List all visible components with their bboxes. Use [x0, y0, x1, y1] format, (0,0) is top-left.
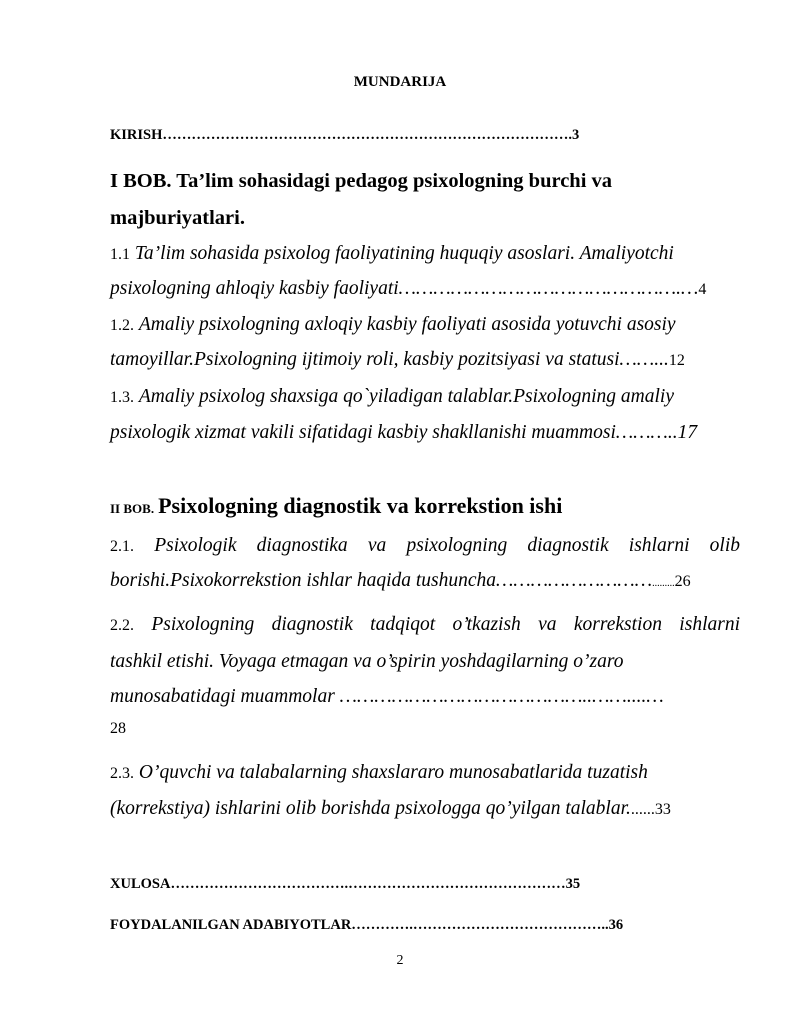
toc-entry-1-1-line1[interactable]	[110, 243, 674, 265]
toc-entry-kirish[interactable]	[110, 127, 579, 144]
toc-entry-references[interactable]	[110, 917, 623, 934]
toc-page: 17	[677, 422, 698, 443]
toc-page: 36	[608, 917, 624, 933]
section-text: (korrekstiya) ishlarini olib borishda psixologga qo’yilgan talablar.	[110, 798, 631, 819]
toc-entry-1-2-line1[interactable]	[110, 314, 676, 336]
toc-leader: .........	[652, 578, 675, 589]
section-number: 2.1.	[110, 538, 134, 555]
chapter1-title-line1: I BOB. Ta’lim sohasidagi pedagog psixologning burchi va	[110, 170, 613, 192]
toc-entry-2-1-line1[interactable]	[110, 535, 740, 557]
section-text: O’quvchi va talabalarning shaxslararo munosabatlarida tuzatish	[138, 762, 648, 783]
section-text: psixologik xizmat vakili sifatidagi kasbiy shakllanishi muammosi………..	[110, 422, 678, 443]
section-text: Ta’lim sohasida psixolog faoliyatining huquqiy asoslari. Amaliyotchi	[134, 243, 674, 264]
toc-label: FOYDALANILGAN ADABIYOTLAR	[110, 917, 352, 933]
toc-entry-xulosa[interactable]	[110, 876, 580, 893]
chapter2-title	[110, 493, 562, 519]
section-number: 1.3.	[110, 389, 134, 406]
toc-entry-1-3-line2[interactable]	[110, 422, 697, 444]
toc-entry-2-2-line2[interactable]	[110, 651, 623, 673]
toc-page: 26	[674, 573, 691, 590]
section-number: 1.2.	[110, 317, 134, 334]
section-text: Psixologning diagnostik tadqiqot o’tkazish va korrekstion ishlarni	[151, 614, 740, 635]
section-text: tamoyillar.Psixologning ijtimoiy roli, kasbiy pozitsiyasi va statusi……...	[110, 349, 669, 370]
toc-leader: ………….…………………………………..	[351, 917, 609, 933]
toc-entry-2-2-line3[interactable]	[110, 686, 664, 708]
page-number: 2	[396, 953, 404, 968]
section-number: 2.3.	[110, 765, 134, 782]
section-text: psixologning ahloqiy kasbiy faoliyati………………………………………….…	[110, 278, 699, 299]
toc-entry-1-1-line2[interactable]	[110, 278, 706, 300]
page-title: MUNDARIJA	[353, 74, 447, 90]
chapter-number: II BOB.	[110, 501, 155, 516]
section-text: munosabatidagi muammolar ……………………………………..……....…	[110, 686, 664, 707]
toc-page: 3	[572, 127, 580, 143]
chapter1-title-line2: majburiyatlari.	[110, 207, 245, 229]
toc-entry-1-3-line1[interactable]	[110, 386, 674, 408]
section-text: borishi.Psixokorrekstion ishlar haqida tushuncha………………………	[110, 570, 653, 591]
toc-label: KIRISH	[110, 127, 163, 143]
toc-entry-1-2-line2[interactable]	[110, 349, 685, 371]
toc-page: 33	[654, 801, 671, 818]
toc-entry-2-3-line1[interactable]	[110, 762, 648, 784]
toc-label: XULOSA	[110, 876, 171, 892]
toc-page: 35	[565, 876, 581, 892]
section-text: Amaliy psixolog shaxsiga qo`yiladigan talablar.Psixologning amaliy	[138, 386, 675, 407]
section-text: Amaliy psixologning axloqiy kasbiy faoliyati asosida yotuvchi asosiy	[138, 314, 676, 335]
toc-leader: ……………………………….………………………………………	[170, 876, 566, 892]
section-text: tashkil etishi. Voyaga etmagan va o’spirin yoshdagilarning o’zaro	[110, 651, 624, 672]
section-text: Psixologik diagnostika va psixologning diagnostik ishlarni olib	[154, 535, 740, 556]
toc-entry-2-2-line1[interactable]	[110, 614, 740, 636]
toc-entry-2-3-line2[interactable]	[110, 798, 671, 820]
section-number: 1.1	[110, 246, 130, 263]
toc-page: 12	[668, 352, 685, 369]
chapter-title: Psixologning diagnostik va korrekstion ishi	[158, 493, 563, 518]
toc-leader: ......	[630, 801, 655, 818]
toc-leader: ………………………………………………………………………….	[162, 127, 573, 143]
toc-entry-2-1-line2[interactable]	[110, 570, 691, 592]
toc-page[interactable]: 28	[110, 720, 126, 737]
toc-page: 4	[698, 281, 707, 298]
section-number: 2.2.	[110, 617, 134, 634]
